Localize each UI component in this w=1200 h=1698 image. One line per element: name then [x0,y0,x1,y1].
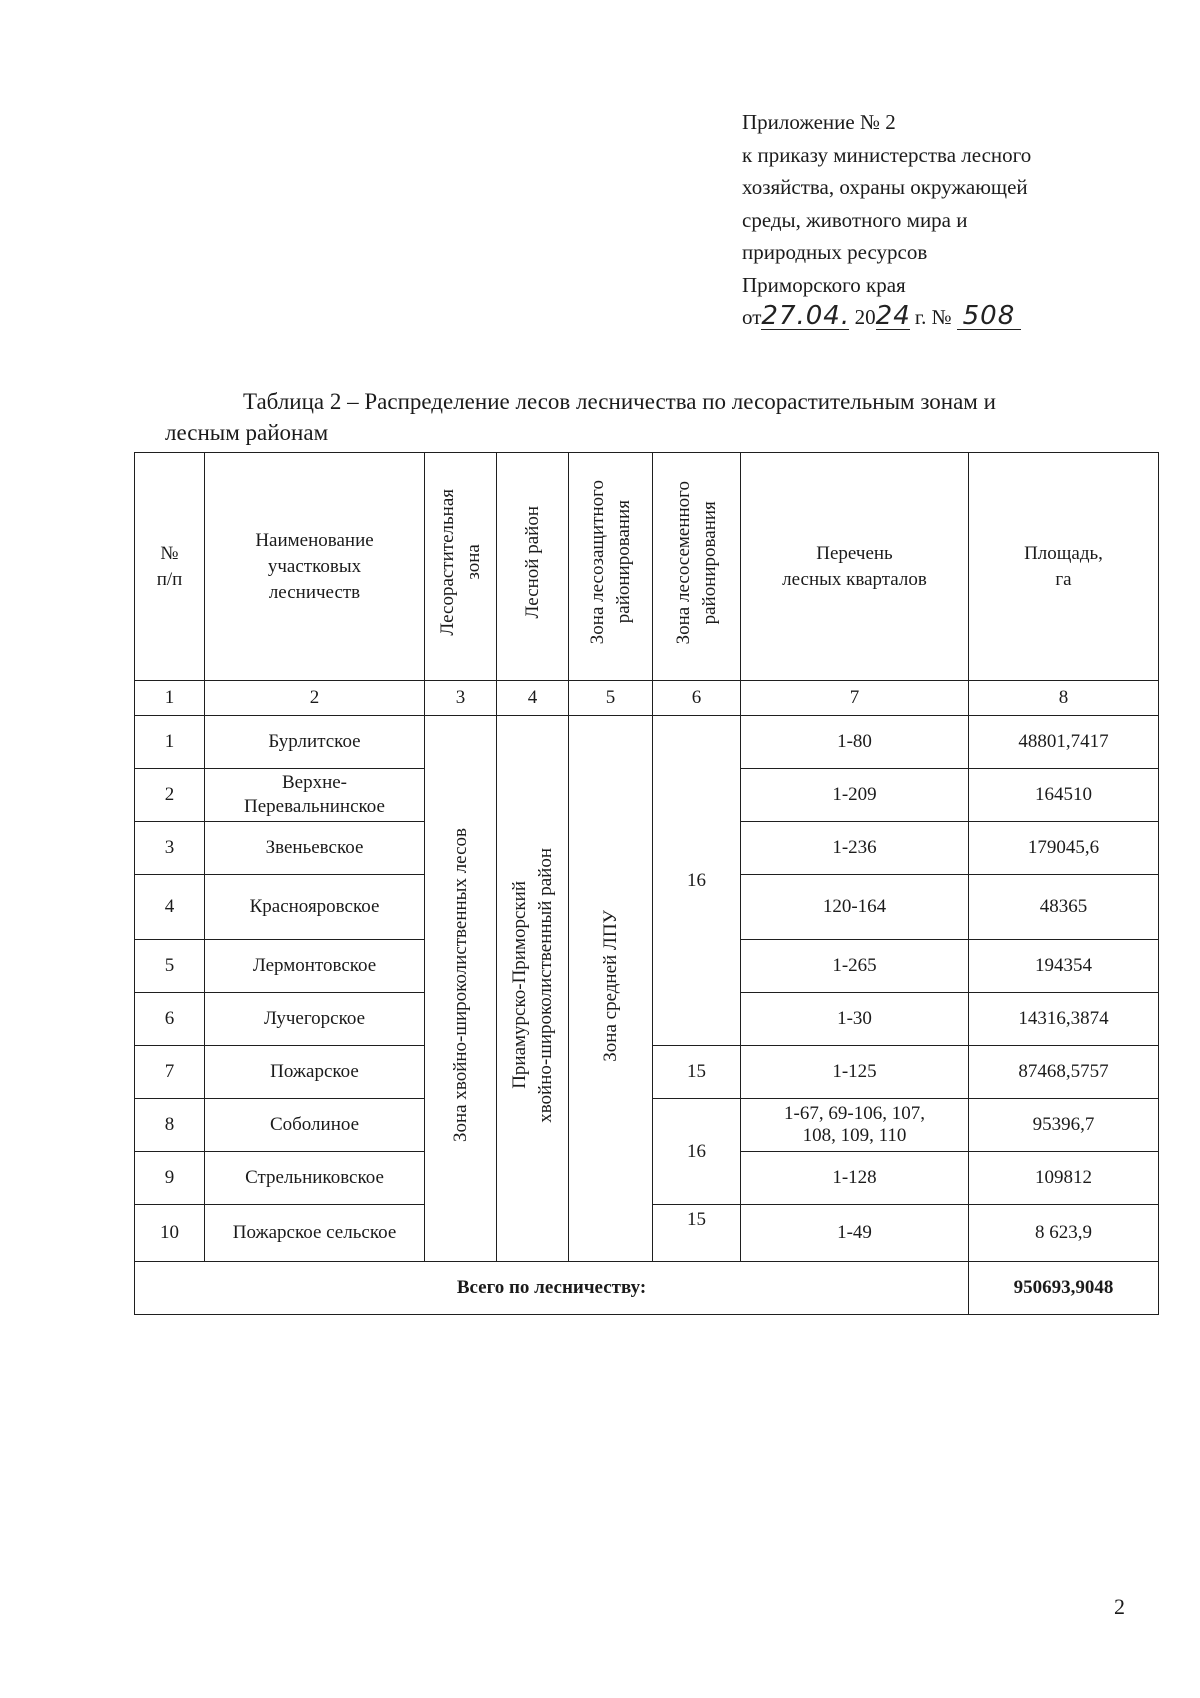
seed-zone-cell: 16 [653,1099,741,1205]
handwritten-order-number: 508 [957,303,1021,330]
table-title [165,386,1125,448]
column-number: 8 [969,681,1159,716]
header-forest-zone: Лесорастительная зона [425,453,497,681]
forestry-name: Пожарское сельское [205,1205,425,1262]
column-number-row [135,681,1159,716]
column-number: 1 [135,681,205,716]
seed-zone-cell: 15 [653,1205,741,1262]
forestry-name: Бурлитское [205,716,425,769]
date-prefix: от [742,305,762,329]
area-cell: 48801,7417 [969,716,1159,769]
row-number: 4 [135,875,205,940]
header-seed-zone: Зона лесосеменного районирования [653,453,741,681]
header-quarters: Перечень лесных кварталов [741,453,969,681]
forest-zone-cell: Зона хвойно-широколиственных лесов [425,716,497,1262]
table-row [135,716,1159,769]
appendix-line: Приложение № 2 [742,110,896,134]
appendix-line: к приказу министерства лесного [742,142,1032,167]
table-title-line-2: лесным районам [165,420,329,445]
forestry-name: Лермонтовское [205,940,425,993]
page-number: 2 [1114,1594,1125,1619]
column-number: 5 [569,681,653,716]
forestry-name: Лучегорское [205,993,425,1046]
total-label: Всего по лесничеству: [135,1262,969,1315]
appendix-line: природных ресурсов [742,240,928,264]
total-row [135,1262,1159,1315]
column-number: 4 [497,681,569,716]
forestry-name: Верхне- Перевальнинское [205,769,425,822]
forestry-name: Краснояровское [205,875,425,940]
area-cell: 8 623,9 [969,1205,1159,1262]
number-label: г. № [914,305,952,329]
area-cell: 194354 [969,940,1159,993]
total-value: 950693,9048 [969,1262,1159,1315]
row-number: 3 [135,822,205,875]
area-cell: 179045,6 [969,822,1159,875]
area-cell: 95396,7 [969,1099,1159,1152]
row-number: 6 [135,993,205,1046]
row-number: 10 [135,1205,205,1262]
header-name: Наименование участковых лесничеств [205,453,425,681]
quarters-cell: 1-125 [741,1046,969,1099]
forest-district-cell: Приамурско-Приморский хвойно-широколиственный район [497,716,569,1262]
seed-zone-cell: 16 [653,716,741,1046]
header-area: Площадь, га [969,453,1159,681]
column-number: 6 [653,681,741,716]
header-protection-zone: Зона лесозащитного районирования [569,453,653,681]
header-number: № п/п [135,453,205,681]
quarters-cell: 1-80 [741,716,969,769]
quarters-cell: 120-164 [741,875,969,940]
forestry-name: Соболиное [205,1099,425,1152]
quarters-cell: 1-265 [741,940,969,993]
order-date-line [742,301,1031,334]
protection-zone-cell: Зона средней ЛПУ [569,716,653,1262]
quarters-cell: 1-236 [741,822,969,875]
handwritten-year: 24 [875,301,911,331]
row-number: 8 [135,1099,205,1152]
seed-zone-cell: 15 [653,1046,741,1099]
row-number: 1 [135,716,205,769]
appendix-header [742,106,1031,334]
forestry-name: Звеньевское [205,822,425,875]
forestry-name: Стрельниковское [205,1152,425,1205]
forest-distribution-table [134,452,1159,1315]
quarters-cell: 1-49 [741,1205,969,1262]
appendix-line: среды, животного мира и [742,207,968,232]
forestry-name: Пожарское [205,1046,425,1099]
handwritten-date: 27.04. [761,301,851,331]
area-cell: 109812 [969,1152,1159,1205]
header-row [135,453,1159,681]
quarters-cell: 1-30 [741,993,969,1046]
area-cell: 48365 [969,875,1159,940]
area-cell: 164510 [969,769,1159,822]
appendix-line: Приморского края [742,272,906,297]
header-forest-district: Лесной район [497,453,569,681]
quarters-cell: 1-128 [741,1152,969,1205]
area-cell: 14316,3874 [969,993,1159,1046]
row-number: 2 [135,769,205,822]
table-title-line-1: Таблица 2 – Распределение лесов лесничества по лесорастительным зонам и [243,389,996,414]
year-prefix: 20 [854,305,876,329]
quarters-cell: 1-209 [741,769,969,822]
column-number: 2 [205,681,425,716]
appendix-line: хозяйства, охраны окружающей [742,175,1028,199]
row-number: 9 [135,1152,205,1205]
column-number: 3 [425,681,497,716]
row-number: 7 [135,1046,205,1099]
row-number: 5 [135,940,205,993]
quarters-cell: 1-67, 69-106, 107, 108, 109, 110 [741,1099,969,1152]
area-cell: 87468,5757 [969,1046,1159,1099]
column-number: 7 [741,681,969,716]
